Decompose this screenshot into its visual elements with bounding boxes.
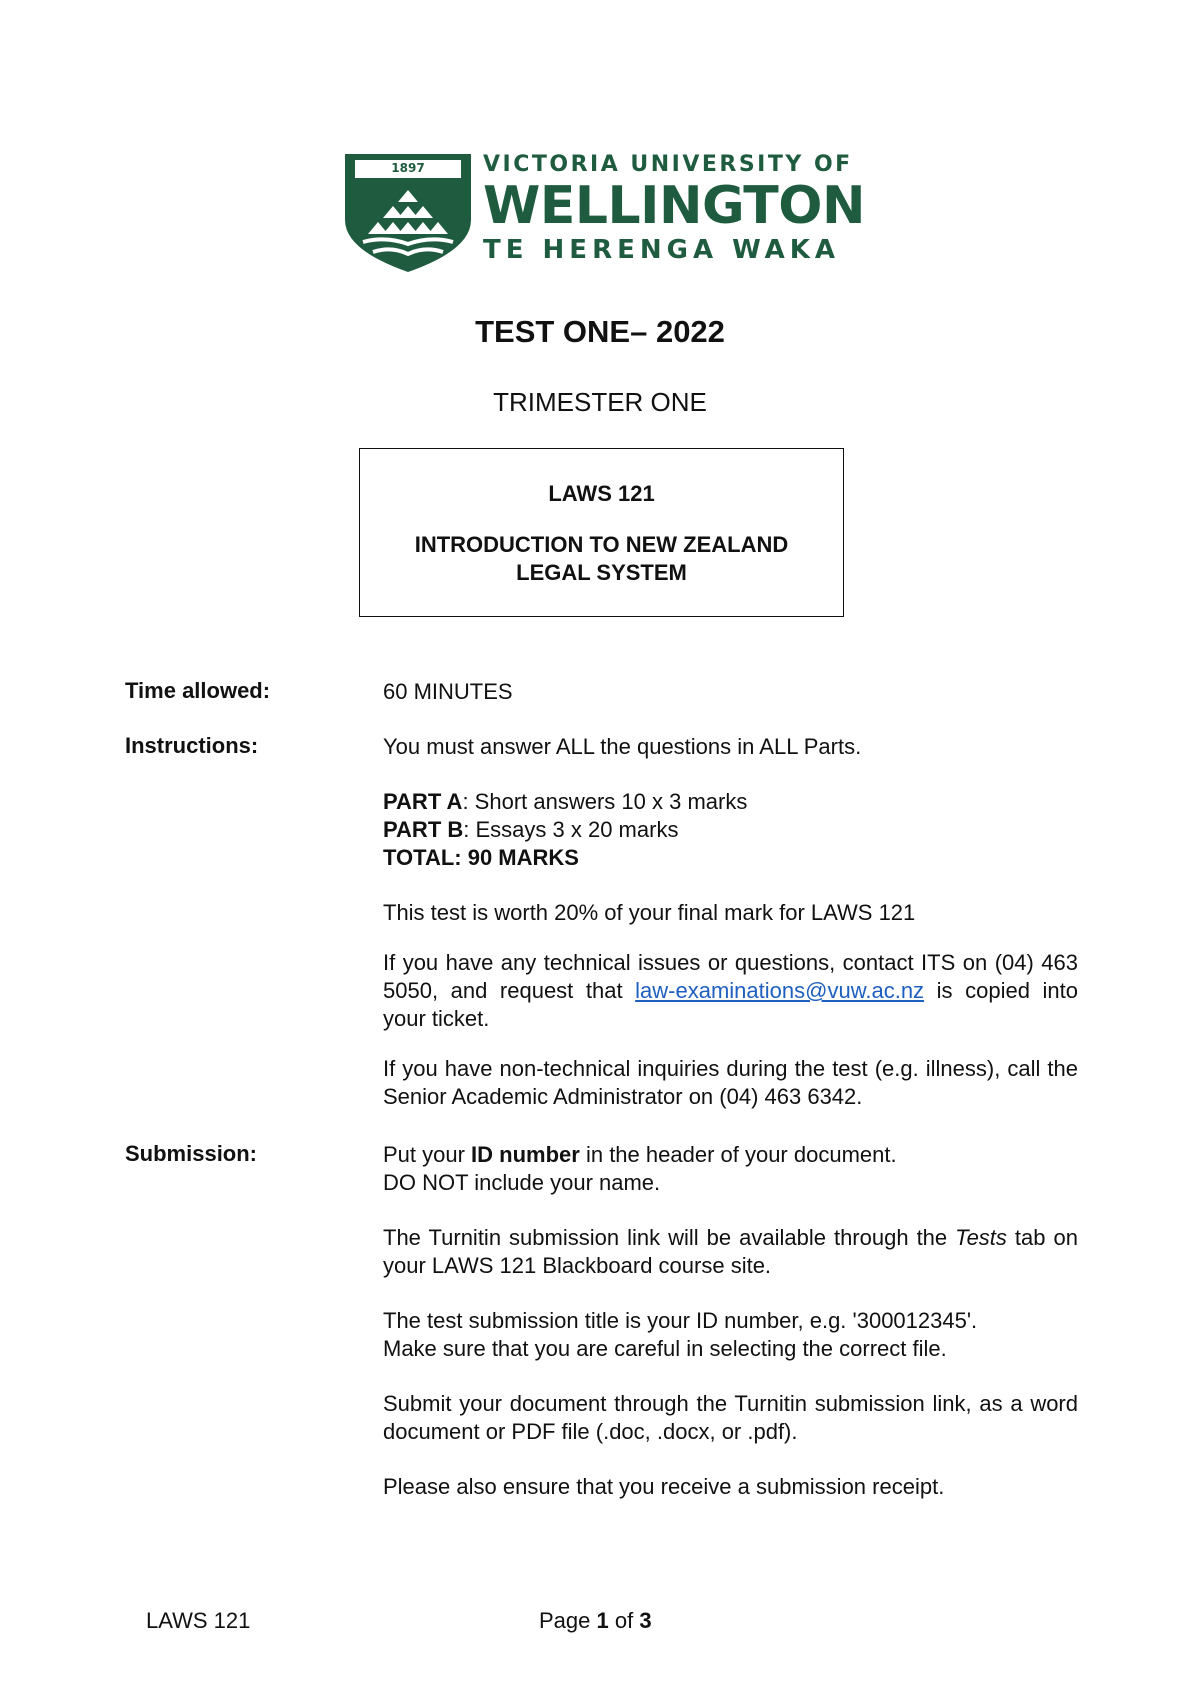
logo-line-2: WELLINGTON (483, 176, 865, 236)
footer-page-word: Page (539, 1608, 597, 1633)
footer-page-current: 1 (596, 1608, 609, 1633)
footer-page-total: 3 (639, 1608, 652, 1633)
law-examinations-email-link[interactable]: law-examinations@vuw.ac.nz (635, 978, 925, 1003)
time-allowed-value (383, 678, 1078, 706)
total-marks (383, 844, 1078, 872)
part-b-label: PART B (383, 817, 464, 842)
instructions-line-1: You must answer ALL the questions in ALL Parts. (383, 734, 862, 759)
part-b-text: : Essays 3 x 20 marks (463, 817, 679, 842)
submission-label: Submission: (125, 1141, 258, 1166)
course-name-line-1: INTRODUCTION TO NEW ZEALAND (414, 532, 789, 557)
tech-post: is copied into your ticket. (383, 978, 1078, 1031)
footer-course: LAWS 121 (146, 1608, 251, 1633)
course-code: LAWS 121 (548, 481, 655, 506)
logo-line-3: TE HERENGA WAKA (483, 235, 841, 265)
sub-p1-pre: Put your (383, 1142, 472, 1167)
sub-p2-post: tab on your LAWS 121 Blackboard course site. (383, 1225, 1078, 1278)
part-b-line (383, 816, 1078, 844)
submit-document-text: Submit your document through the Turnitin submission link, as a word document or PDF file (.doc, .docx, or .pdf). (383, 1391, 1078, 1444)
course-name-line-2: LEGAL SYSTEM (516, 560, 687, 585)
tech-pre: If you have any technical issues or questions, contact ITS on (04) 463 5050, and request that (383, 950, 1078, 1003)
non-technical-text: If you have non-technical inquiries during the test (e.g. illness), call the Senior Academic Administrator on (04) 463 6342. (383, 1056, 1078, 1109)
submission-content (383, 1141, 1078, 1501)
time-allowed-text: 60 MINUTES (383, 679, 513, 704)
course-box (359, 448, 844, 617)
time-allowed-label: Time allowed: (125, 678, 271, 703)
part-a-line (383, 788, 1078, 816)
logo-line-1: VICTORIA UNIVERSITY OF (483, 152, 853, 177)
technical-issues-text (383, 949, 1078, 1033)
part-a-text: : Short answers 10 x 3 marks (462, 789, 748, 814)
footer-page-number (539, 1608, 652, 1634)
test-title: TEST ONE– 2022 (475, 314, 725, 349)
instructions-label: Instructions: (125, 733, 259, 758)
part-a-label: PART A (383, 789, 463, 814)
turnitin-link-text (383, 1224, 1078, 1280)
course-name (360, 531, 843, 587)
trimester-title: TRIMESTER ONE (493, 387, 707, 417)
sub-p2-pre: The Turnitin submission link will be available through the (383, 1225, 956, 1250)
sub-p1-post: in the header of your document. (579, 1142, 897, 1167)
total-marks-text: TOTAL: 90 MARKS (383, 845, 579, 870)
footer-page-of: of (608, 1608, 640, 1633)
submission-title-line: The test submission title is your ID number, e.g. '300012345'. (383, 1308, 978, 1333)
submission-no-name-line: DO NOT include your name. (383, 1170, 661, 1195)
careful-file-line: Make sure that you are careful in selecting the correct file. (383, 1336, 947, 1361)
receipt-text: Please also ensure that you receive a submission receipt. (383, 1474, 945, 1499)
worth-text: This test is worth 20% of your final mark for LAWS 121 (383, 900, 916, 925)
instructions-content (383, 733, 1078, 1111)
sub-p1-bold: ID number (471, 1142, 580, 1167)
logo-year: 1897 (391, 161, 425, 175)
university-logo (318, 150, 890, 278)
sub-p2-italic: Tests (955, 1225, 1007, 1250)
submission-id-line (383, 1141, 1078, 1169)
